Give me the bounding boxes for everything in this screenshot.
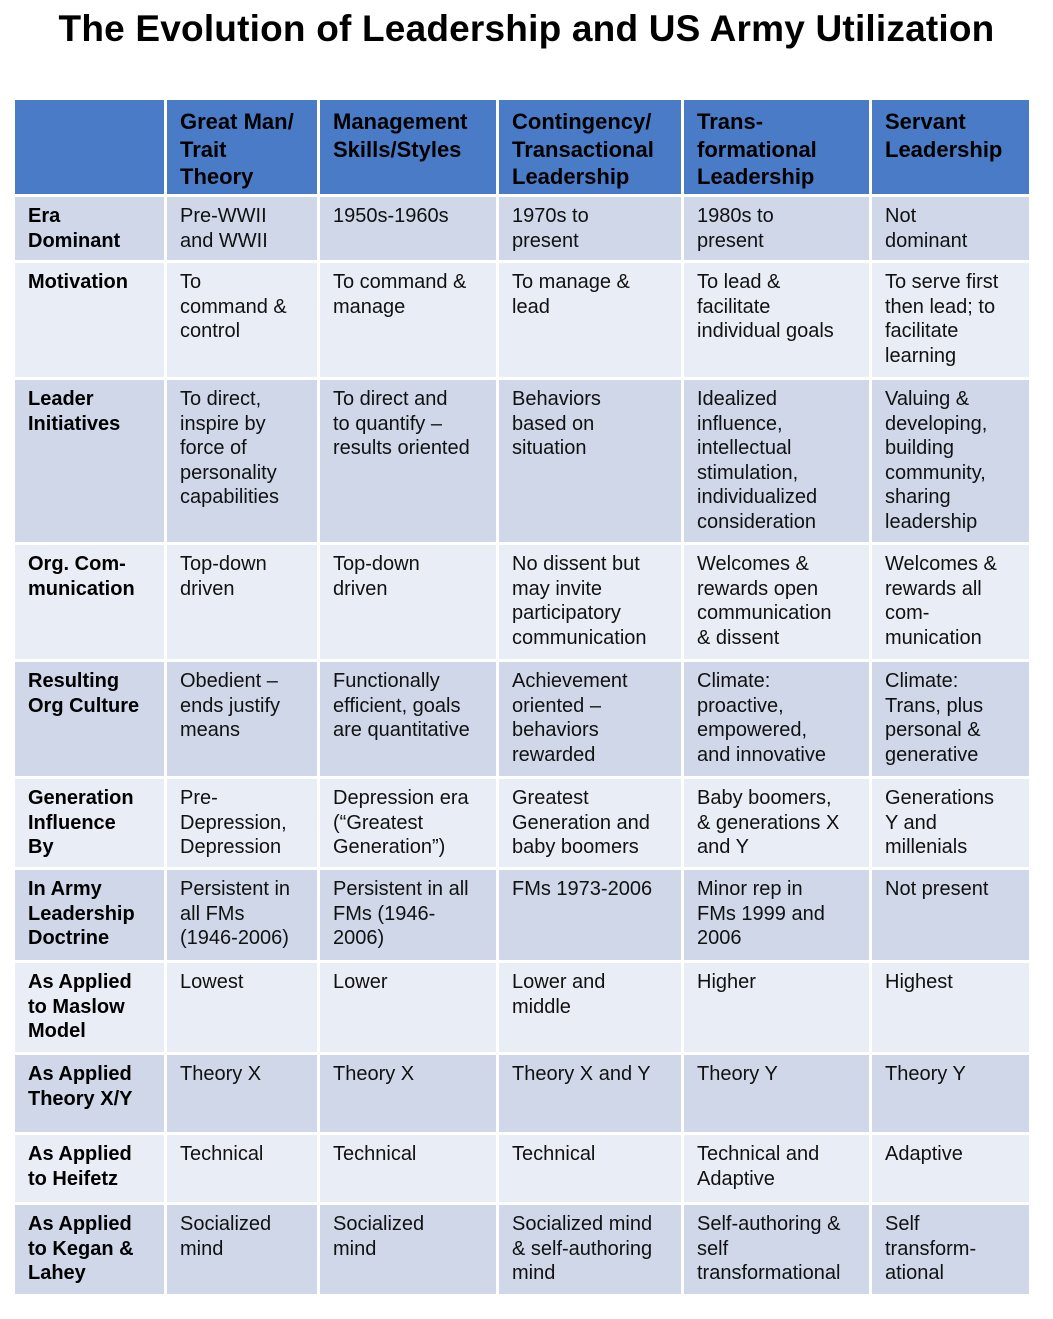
text-line: to Maslow <box>28 995 125 1018</box>
text-line: Theory X/Y <box>28 1087 133 1110</box>
text-line: all FMs <box>180 902 245 925</box>
row-label <box>14 262 166 379</box>
text-line: inspire by <box>180 412 266 435</box>
text-line: self <box>697 1237 729 1260</box>
table-body <box>14 196 1031 1296</box>
text-line: & generations X <box>697 811 840 834</box>
text-line: transformational <box>697 1262 841 1284</box>
text-line: Generation and <box>512 811 650 834</box>
text-line: then lead; to <box>885 295 996 318</box>
text-line: Idealized <box>697 388 778 410</box>
text-line: proactive, <box>697 694 784 717</box>
text-line: individualized <box>697 486 818 508</box>
text-line: mind <box>333 1237 377 1260</box>
text-line: Persistent in <box>180 878 291 900</box>
text-line: Leadership <box>28 902 135 925</box>
text-line: As Applied <box>28 1213 132 1235</box>
table-row <box>14 661 1031 778</box>
table-cell <box>498 661 683 778</box>
text-line: Org Culture <box>28 694 140 717</box>
header-row <box>14 99 1031 196</box>
table-cell <box>683 1134 871 1204</box>
table-cell <box>683 262 871 379</box>
text-line: Servant <box>885 109 966 134</box>
text-line: Pre-WWII <box>180 205 267 227</box>
table-cell <box>683 1204 871 1296</box>
text-line: In Army <box>28 878 102 900</box>
text-line: & self-authoring <box>512 1237 653 1260</box>
table-cell <box>319 544 498 661</box>
text-line: efficient, goals <box>333 694 461 717</box>
text-line: Skills/Styles <box>333 136 462 162</box>
table-cell <box>683 778 871 869</box>
text-line: to quantify – <box>333 412 442 435</box>
text-line: FMs 1999 and <box>697 902 825 925</box>
text-line: to Heifetz <box>28 1167 118 1190</box>
text-line: consideration <box>697 510 816 533</box>
text-line: and Y <box>697 836 749 858</box>
text-line: Lower and <box>512 971 606 993</box>
text-line: Leader <box>28 388 94 410</box>
text-line: Greatest <box>512 787 589 809</box>
table-cell <box>319 262 498 379</box>
table-row <box>14 1134 1031 1204</box>
text-line: Org. Com- <box>28 553 126 575</box>
text-line: driven <box>180 577 235 600</box>
header-transformational <box>683 99 871 196</box>
row-label <box>14 196 166 262</box>
text-line: As Applied <box>28 1143 132 1165</box>
table-cell <box>166 869 319 962</box>
text-line: 2006 <box>697 927 742 949</box>
text-line: Generation”) <box>333 836 446 858</box>
table-cell <box>319 1054 498 1134</box>
row-label <box>14 1054 166 1134</box>
text-line: capabilities <box>180 486 279 508</box>
text-line: Contingency/ <box>512 109 652 134</box>
text-line: personal & <box>885 719 981 741</box>
text-line: Technical <box>333 1143 417 1165</box>
text-line: Depression era <box>333 787 469 809</box>
text-line: Generation <box>28 787 134 809</box>
leadership-table <box>12 97 1032 1297</box>
table-cell <box>871 196 1031 262</box>
table-cell <box>166 544 319 661</box>
text-line: participatory <box>512 602 621 624</box>
text-line: sharing <box>885 486 951 508</box>
table-cell <box>498 1134 683 1204</box>
text-line: communication <box>697 602 832 624</box>
text-line: Socialized <box>333 1213 425 1235</box>
text-line: to Kegan & <box>28 1237 134 1260</box>
text-line: lead <box>512 295 550 318</box>
table-cell <box>319 1204 498 1296</box>
text-line: No dissent but <box>512 553 640 575</box>
text-line: facilitate <box>697 295 771 318</box>
text-line: munication <box>885 626 982 649</box>
table-cell <box>683 544 871 661</box>
text-line: Theory X <box>333 1063 415 1085</box>
text-line: Climate: <box>885 670 959 692</box>
table-cell <box>166 379 319 544</box>
text-line: middle <box>512 995 571 1018</box>
text-line: means <box>180 719 241 741</box>
text-line: Welcomes & <box>697 553 809 575</box>
row-label <box>14 1134 166 1204</box>
text-line: Initiatives <box>28 412 121 435</box>
text-line: Era <box>28 205 61 227</box>
text-line: Lahey <box>28 1262 86 1284</box>
text-line: Generations <box>885 787 994 809</box>
table-row <box>14 1054 1031 1134</box>
text-line: Technical <box>180 1143 264 1165</box>
text-line: Socialized mind <box>512 1213 653 1235</box>
text-line: munication <box>28 577 135 600</box>
text-line: Adaptive <box>697 1167 775 1190</box>
table-cell <box>683 196 871 262</box>
text-line: Valuing & <box>885 388 970 410</box>
text-line: Persistent in all <box>333 878 469 900</box>
table-cell <box>871 778 1031 869</box>
text-line: To direct, <box>180 388 262 410</box>
text-line: Welcomes & <box>885 553 997 575</box>
text-line: influence, <box>697 412 783 435</box>
table-cell <box>871 379 1031 544</box>
text-line: To direct and <box>333 388 448 410</box>
table-cell <box>683 962 871 1054</box>
text-line: leadership <box>885 510 978 533</box>
table-cell <box>498 379 683 544</box>
table-row <box>14 778 1031 869</box>
header-management <box>319 99 498 196</box>
text-line: present <box>512 229 579 252</box>
text-line: To command & <box>333 271 467 293</box>
table-cell <box>166 962 319 1054</box>
text-line: Baby boomers, <box>697 787 832 809</box>
table-cell <box>498 196 683 262</box>
table-cell <box>166 262 319 379</box>
table-cell <box>871 661 1031 778</box>
text-line: Higher <box>697 971 756 993</box>
text-line: are quantitative <box>333 719 470 741</box>
text-line: driven <box>333 577 388 600</box>
text-line: Not <box>885 205 917 227</box>
text-line: rewards all <box>885 577 982 600</box>
text-line: Trans, plus <box>885 694 984 717</box>
table-cell <box>166 1134 319 1204</box>
table-cell <box>166 661 319 778</box>
text-line: Model <box>28 1020 86 1042</box>
text-line: Theory Y <box>885 1063 966 1085</box>
table-cell <box>683 379 871 544</box>
text-line: Adaptive <box>885 1143 963 1165</box>
text-line: empowered, <box>697 719 808 741</box>
header-contingency <box>498 99 683 196</box>
text-line: ational <box>885 1262 944 1284</box>
table-cell <box>683 1054 871 1134</box>
table-cell <box>166 1054 319 1134</box>
text-line: Self-authoring & <box>697 1213 841 1235</box>
text-line: Great Man/ <box>180 109 294 134</box>
text-line: To serve first <box>885 271 999 293</box>
text-line: transform- <box>885 1237 977 1260</box>
text-line: results oriented <box>333 437 470 459</box>
text-line: Climate: <box>697 670 771 692</box>
text-line: Lower <box>333 971 388 993</box>
table-cell <box>319 379 498 544</box>
table-row <box>14 379 1031 544</box>
table-cell <box>871 544 1031 661</box>
text-line: Leadership <box>512 164 630 189</box>
text-line: may invite <box>512 577 603 600</box>
text-line: and WWII <box>180 229 268 252</box>
table-cell <box>871 962 1031 1054</box>
text-line: Resulting <box>28 670 120 692</box>
text-line: mind <box>512 1262 556 1284</box>
text-line: communication <box>512 626 647 649</box>
text-line: rewarded <box>512 743 596 766</box>
text-line: Obedient – <box>180 670 278 692</box>
text-line: rewards open <box>697 577 819 600</box>
row-label <box>14 661 166 778</box>
text-line: oriented – <box>512 694 601 717</box>
table-cell <box>871 869 1031 962</box>
text-line: To <box>180 271 202 293</box>
table-cell <box>498 262 683 379</box>
text-line: FMs (1946- <box>333 902 436 925</box>
text-line: Behaviors <box>512 388 601 410</box>
table-cell <box>683 869 871 962</box>
text-line: dominant <box>885 229 968 252</box>
text-line: To lead & <box>697 271 781 293</box>
text-line: 1970s to <box>512 205 589 227</box>
text-line: Technical <box>512 1143 596 1165</box>
table-cell <box>166 196 319 262</box>
text-line: com- <box>885 602 930 624</box>
table-cell <box>871 1134 1031 1204</box>
table-row <box>14 196 1031 262</box>
text-line: Influence <box>28 811 116 834</box>
text-line: Theory X <box>180 1063 262 1085</box>
text-line: personality <box>180 461 277 484</box>
text-line: Top-down <box>180 553 267 575</box>
text-line: FMs 1973-2006 <box>512 878 653 900</box>
text-line: force of <box>180 437 247 459</box>
table-cell <box>683 661 871 778</box>
text-line: Theory <box>180 164 254 189</box>
text-line: generative <box>885 743 979 766</box>
text-line: community, <box>885 461 986 484</box>
table-row <box>14 262 1031 379</box>
text-line: As Applied <box>28 1063 132 1085</box>
text-line: & dissent <box>697 626 780 649</box>
table-cell <box>319 196 498 262</box>
text-line: Trans- <box>697 109 764 134</box>
text-line: Socialized <box>180 1213 272 1235</box>
table-cell <box>319 1134 498 1204</box>
text-line: learning <box>885 344 957 367</box>
table-row <box>14 962 1031 1054</box>
text-line: behaviors <box>512 719 599 741</box>
text-line: command & <box>180 295 287 318</box>
text-line: As Applied <box>28 971 132 993</box>
text-line: Leadership <box>697 164 815 189</box>
table-cell <box>498 544 683 661</box>
text-line: (“Greatest <box>333 811 424 834</box>
text-line: Dominant <box>28 229 121 252</box>
header-servant <box>871 99 1031 196</box>
text-line: Leadership <box>885 136 1003 162</box>
text-line: Functionally <box>333 670 440 692</box>
text-line: Depression <box>180 836 282 858</box>
text-line: Trait <box>180 136 227 162</box>
header-corner <box>14 99 166 196</box>
row-label <box>14 379 166 544</box>
text-line: 1980s to <box>697 205 774 227</box>
table-row <box>14 544 1031 661</box>
row-label <box>14 869 166 962</box>
text-line: Y and <box>885 811 937 834</box>
text-line: (1946-2006) <box>180 927 289 949</box>
row-label <box>14 544 166 661</box>
row-label <box>14 1204 166 1296</box>
text-line: Theory X and Y <box>512 1063 651 1085</box>
text-line: Self <box>885 1213 920 1235</box>
text-line: By <box>28 836 54 858</box>
text-line: formational <box>697 136 817 162</box>
table-cell <box>498 1054 683 1134</box>
text-line: Top-down <box>333 553 420 575</box>
table-cell <box>871 262 1031 379</box>
text-line: stimulation, <box>697 461 799 484</box>
text-line: To manage & <box>512 271 630 293</box>
text-line: Management <box>333 109 468 134</box>
text-line: Doctrine <box>28 927 110 949</box>
table-cell <box>319 661 498 778</box>
table-cell <box>319 869 498 962</box>
table-cell <box>871 1054 1031 1134</box>
table-cell <box>498 962 683 1054</box>
table-row <box>14 1204 1031 1296</box>
text-line: control <box>180 320 241 342</box>
header-great-man <box>166 99 319 196</box>
text-line: manage <box>333 295 406 318</box>
table-cell <box>166 1204 319 1296</box>
text-line: baby boomers <box>512 836 639 858</box>
text-line: Pre- <box>180 787 218 809</box>
table-cell <box>319 962 498 1054</box>
text-line: Motivation <box>28 271 128 293</box>
row-label <box>14 778 166 869</box>
table-cell <box>871 1204 1031 1296</box>
text-line: ends justify <box>180 694 281 717</box>
text-line: individual goals <box>697 320 834 342</box>
text-line: Depression, <box>180 811 287 834</box>
text-line: mind <box>180 1237 224 1260</box>
text-line: Highest <box>885 971 953 993</box>
text-line: and innovative <box>697 743 826 766</box>
table-cell <box>498 869 683 962</box>
text-line: based on <box>512 412 595 435</box>
text-line: Transactional <box>512 136 654 162</box>
table-cell <box>319 778 498 869</box>
text-line: Technical and <box>697 1143 820 1165</box>
text-line: 2006) <box>333 927 385 949</box>
table-cell <box>498 1204 683 1296</box>
text-line: developing, <box>885 412 988 435</box>
text-line: Theory Y <box>697 1063 778 1085</box>
text-line: Not present <box>885 878 989 900</box>
table-row <box>14 869 1031 962</box>
text-line: Achievement <box>512 670 628 692</box>
text-line: 1950s-1960s <box>333 205 449 227</box>
table-cell <box>498 778 683 869</box>
text-line: situation <box>512 437 587 459</box>
text-line: millenials <box>885 836 968 858</box>
table-cell <box>166 778 319 869</box>
text-line: facilitate <box>885 320 959 342</box>
text-line: Lowest <box>180 971 244 993</box>
text-line: present <box>697 229 764 252</box>
page-title: The Evolution of Leadership and US Army Utilization <box>58 8 995 49</box>
text-line: intellectual <box>697 437 792 459</box>
row-label <box>14 962 166 1054</box>
text-line: building <box>885 437 954 459</box>
text-line: Minor rep in <box>697 878 803 900</box>
